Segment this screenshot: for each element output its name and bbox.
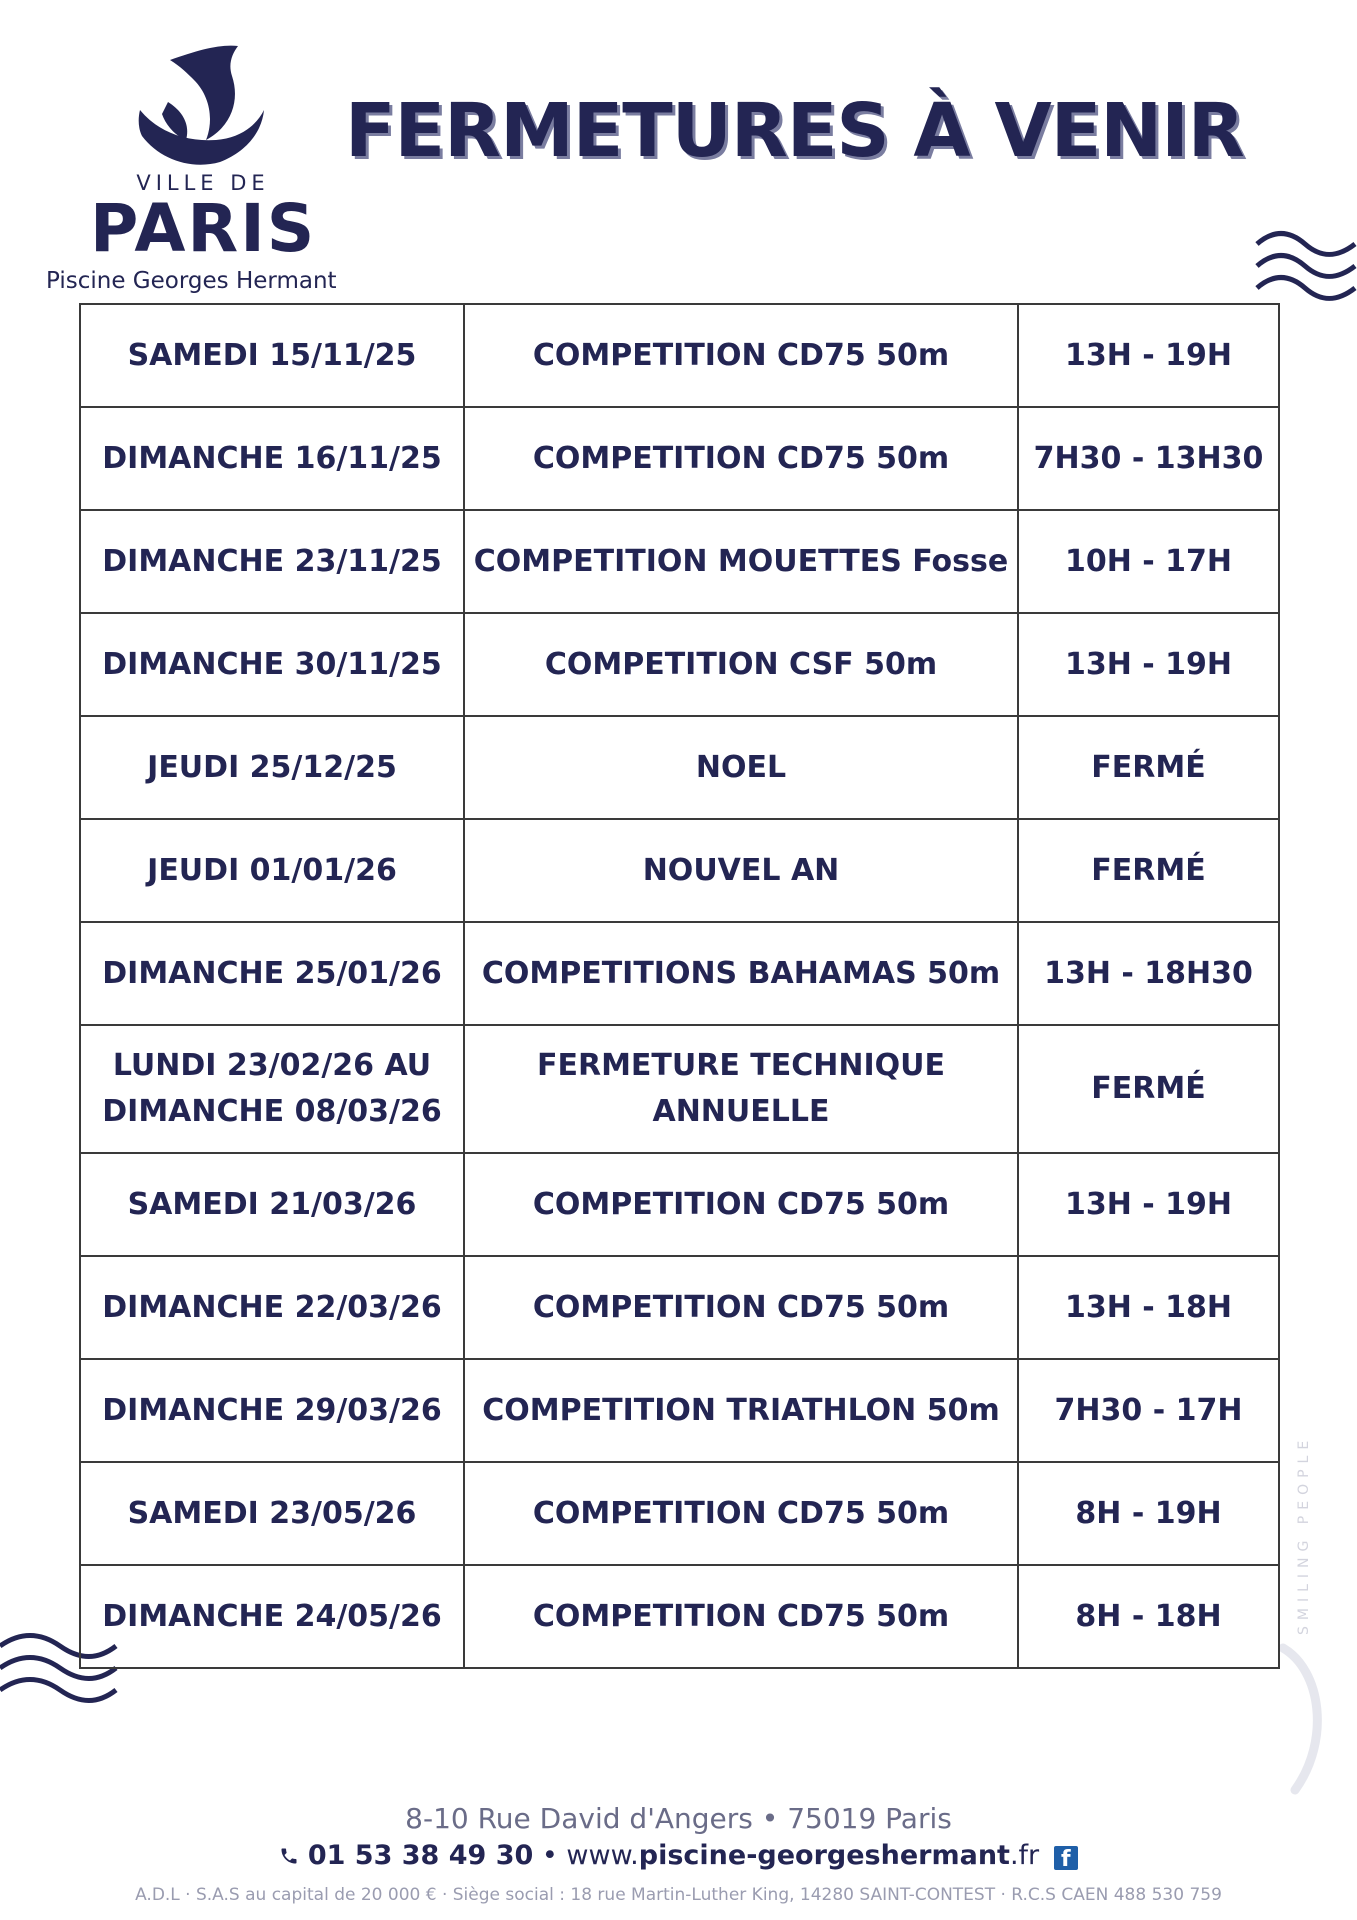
logo-paris: PARIS — [90, 190, 317, 267]
table-row — [80, 407, 1279, 510]
row-hours: 7H30 - 17H — [1018, 1359, 1279, 1462]
phone-number[interactable]: 01 53 38 49 30 — [307, 1840, 534, 1871]
row-event: COMPETITIONS BAHAMAS 50m — [464, 922, 1018, 1025]
row-hours: FERMÉ — [1018, 819, 1279, 922]
table-row — [80, 922, 1279, 1025]
table-row — [80, 1256, 1279, 1359]
row-date: DIMANCHE 25/01/26 — [80, 922, 464, 1025]
row-event: COMPETITION CD75 50m — [464, 407, 1018, 510]
row-hours: 13H - 18H — [1018, 1256, 1279, 1359]
row-event: COMPETITION CD75 50m — [464, 1462, 1018, 1565]
row-hours: 13H - 19H — [1018, 304, 1279, 407]
paris-ship-logo-icon — [128, 40, 278, 168]
row-event: COMPETITION MOUETTES Fosse — [464, 510, 1018, 613]
ville-de-paris-logo — [40, 40, 360, 300]
row-date: SAMEDI 23/05/26 — [80, 1462, 464, 1565]
row-event: COMPETITION CD75 50m — [464, 1256, 1018, 1359]
row-event: COMPETITION CSF 50m — [464, 613, 1018, 716]
row-date: DIMANCHE 30/11/25 — [80, 613, 464, 716]
website-link[interactable] — [566, 1840, 1039, 1871]
row-hours: 10H - 17H — [1018, 510, 1279, 613]
logo-ville-de: VILLE DE — [136, 171, 270, 195]
row-event: FERMETURE TECHNIQUE ANNUELLE — [464, 1025, 1018, 1153]
side-watermark-text: SMILING PEOPLE — [1296, 1434, 1312, 1635]
table-row — [80, 1025, 1279, 1153]
row-event: COMPETITION TRIATHLON 50m — [464, 1359, 1018, 1462]
table-row — [80, 1153, 1279, 1256]
facebook-icon[interactable]: f — [1054, 1846, 1078, 1870]
row-date: DIMANCHE 29/03/26 — [80, 1359, 464, 1462]
closures-table — [79, 303, 1280, 1669]
row-date: LUNDI 23/02/26 AU DIMANCHE 08/03/26 — [80, 1025, 464, 1153]
row-event: COMPETITION CD75 50m — [464, 304, 1018, 407]
row-hours: FERMÉ — [1018, 716, 1279, 819]
row-event: NOEL — [464, 716, 1018, 819]
row-event: COMPETITION CD75 50m — [464, 1565, 1018, 1668]
row-hours: FERMÉ — [1018, 1025, 1279, 1153]
row-hours: 13H - 19H — [1018, 613, 1279, 716]
table-row — [80, 613, 1279, 716]
logo-pool-name: Piscine Georges Hermant — [46, 268, 337, 294]
footer-address: 8-10 Rue David d'Angers • 75019 Paris — [405, 1802, 952, 1835]
phone-icon — [279, 1846, 299, 1866]
table-row — [80, 510, 1279, 613]
table-row — [80, 1462, 1279, 1565]
footer-legal: A.D.L · S.A.S au capital de 20 000 € · Siège social : 18 rue Martin-Luther King, 14280 SAINT-CONTEST · R.C.S CAEN 488 530 759 — [135, 1885, 1222, 1905]
page-title: FERMETURES À VENIR — [345, 88, 1244, 174]
row-hours: 7H30 - 13H30 — [1018, 407, 1279, 510]
row-date: DIMANCHE 16/11/25 — [80, 407, 464, 510]
footer-contact — [0, 1840, 1357, 1871]
website-main: piscine-georgeshermant — [638, 1840, 1010, 1871]
contact-separator: • — [541, 1840, 558, 1871]
row-hours: 13H - 18H30 — [1018, 922, 1279, 1025]
row-hours: 8H - 19H — [1018, 1462, 1279, 1565]
row-hours: 13H - 19H — [1018, 1153, 1279, 1256]
table-row — [80, 1359, 1279, 1462]
wave-icon — [1255, 230, 1357, 310]
table-row — [80, 304, 1279, 407]
row-date: JEUDI 25/12/25 — [80, 716, 464, 819]
row-date: DIMANCHE 24/05/26 — [80, 1565, 464, 1668]
table-row — [80, 716, 1279, 819]
row-hours: 8H - 18H — [1018, 1565, 1279, 1668]
row-date: SAMEDI 21/03/26 — [80, 1153, 464, 1256]
row-date: SAMEDI 15/11/25 — [80, 304, 464, 407]
row-event: NOUVEL AN — [464, 819, 1018, 922]
row-event: COMPETITION CD75 50m — [464, 1153, 1018, 1256]
table-row — [80, 819, 1279, 922]
website-suffix: .fr — [1009, 1840, 1040, 1871]
website-prefix: www. — [566, 1840, 639, 1871]
row-date: DIMANCHE 22/03/26 — [80, 1256, 464, 1359]
row-date: JEUDI 01/01/26 — [80, 819, 464, 922]
row-date: DIMANCHE 23/11/25 — [80, 510, 464, 613]
table-row — [80, 1565, 1279, 1668]
